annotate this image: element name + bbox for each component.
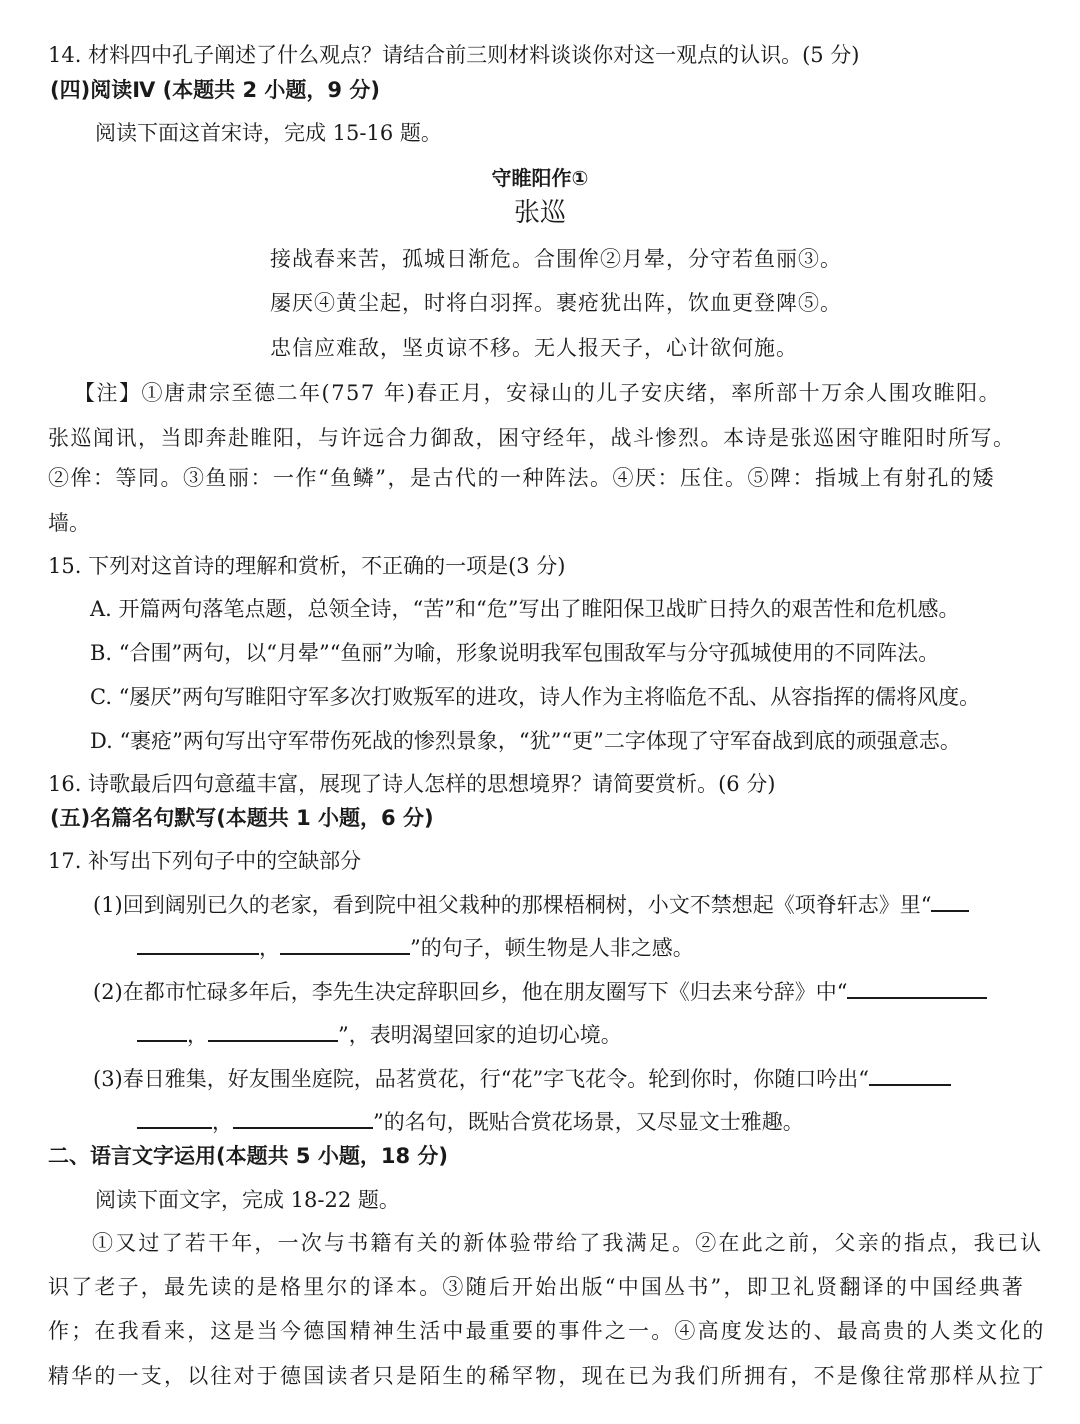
question-17-stem: 17. 补写出下列句子中的空缺部分 [48,849,362,873]
question-14: 14. 材料四中孔子阐述了什么观点？请结合前三则材料谈谈你对这一观点的认识。(5 分) [48,43,860,67]
question-17-item-1 [93,890,969,920]
part-2-header: 二、语言文字运用(本题共 5 小题，18 分) [48,1144,448,1168]
item-1-text: (1)回到阔别已久的老家，看到院中祖父栽种的那棵梧桐树，小文不禁想起《项脊轩志》里“ [93,893,932,917]
item-1-end: ”的句子，顿生物是人非之感。 [410,936,694,960]
answer-blank[interactable] [137,1107,212,1129]
item-2-text: (2)在都市忙碌多年后，李先生决定辞职回乡，他在朋友圈写下《归去来兮辞》中“ [93,980,848,1004]
passage-line: 作；在我看来，这是当今德国精神生活中最重要的事件之一。④高度发达的、最高贵的人类文化的 [48,1319,1046,1343]
poem-note-line: ②侔：等同。③鱼丽：一作“鱼鳞”，是古代的一种阵法。④厌：压住。⑤陴：指城上有射孔的矮 [48,466,995,490]
passage-line: 识了老子，最先读的是格里尔的译本。③随后开始出版“中国丛书”，即卫礼贤翻译的中国经典著 [48,1275,1026,1299]
question-17-item-3 [93,1064,951,1094]
answer-blank[interactable] [208,1020,338,1042]
item-3-text: (3)春日雅集，好友围坐庭院，品茗赏花，行“花”字飞花令。轮到你时，你随口吟出“ [93,1067,869,1091]
answer-blank[interactable] [869,1064,951,1086]
item-3-end: ”的名句，既贴合赏花场景，又尽显文士雅趣。 [373,1110,804,1134]
poem-author: 张巡 [513,198,566,228]
poem-line: 屡厌④黄尘起，时将白羽挥。裹疮犹出阵，饮血更登陴⑤。 [270,291,842,315]
section-4-header: (四)阅读Ⅳ (本题共 2 小题，9 分) [50,78,380,102]
answer-blank[interactable] [137,933,259,955]
question-15-stem: 15. 下列对这首诗的理解和赏析，不正确的一项是(3 分) [48,554,566,578]
question-17-item-2-cont [137,1020,622,1050]
question-17-item-3-cont [137,1107,804,1137]
question-15-option: A. 开篇两句落笔点题，总领全诗，“苦”和“危”写出了睢阳保卫战旷日持久的艰苦性和危机感。 [90,597,960,621]
question-15-option: B. “合围”两句，以“月晕”“鱼丽”为喻，形象说明我军包围敌军与分守孤城使用的不同阵法。 [90,641,940,665]
poem-title: 守睢阳作① [491,166,589,190]
question-15-option: D. “裹疮”两句写出守军带伤死战的惨烈景象，“犹”“更”二字体现了守军奋战到底的顽强意志。 [90,729,961,753]
passage-line: 精华的一支，以往对于德国读者只是陌生的稀罕物，现在已为我们所拥有，不是像往常那样从拉丁 [48,1364,1046,1388]
section-4-intro: 阅读下面这首宋诗，完成 15-16 题。 [95,121,442,145]
item-3-separator: ， [212,1110,233,1134]
answer-blank[interactable] [931,890,969,912]
answer-blank[interactable] [847,977,987,999]
section-5-header: (五)名篇名句默写(本题共 1 小题，6 分) [50,806,434,830]
answer-blank[interactable] [280,933,410,955]
question-15-option: C. “屡厌”两句写睢阳守军多次打败叛军的进攻，诗人作为主将临危不乱、从容指挥的儒将风度。 [90,685,981,709]
answer-blank[interactable] [233,1107,373,1129]
item-1-separator: ， [259,936,280,960]
item-2-end: ”，表明渴望回家的迫切心境。 [338,1023,622,1047]
poem-note-line: 【注】①唐肃宗至德二年(757 年)春正月，安禄山的儿子安庆绪，率所部十万余人围攻睢阳。 [74,381,1002,405]
question-16: 16. 诗歌最后四句意蕴丰富，展现了诗人怎样的思想境界？请简要赏析。(6 分) [48,772,776,796]
part-2-intro: 阅读下面文字，完成 18-22 题。 [95,1188,400,1212]
question-17-item-1-cont [137,933,694,963]
poem-note-line: 墙。 [48,511,90,535]
poem-note-line: 张巡闻讯，当即奔赴睢阳，与许远合力御敌，困守经年，战斗惨烈。本诗是张巡困守睢阳时所写。 [48,426,1016,450]
item-2-separator: ， [187,1023,208,1047]
poem-line: 接战春来苦，孤城日渐危。合围侔②月晕，分守若鱼丽③。 [270,247,842,271]
question-17-item-2 [93,977,987,1007]
passage-line: ①又过了若干年，一次与书籍有关的新体验带给了我满足。②在此之前，父亲的指点，我已认 [92,1231,1044,1255]
poem-line: 忠信应难敌，坚贞谅不移。无人报天子，心计欲何施。 [270,336,798,360]
answer-blank[interactable] [137,1020,187,1042]
